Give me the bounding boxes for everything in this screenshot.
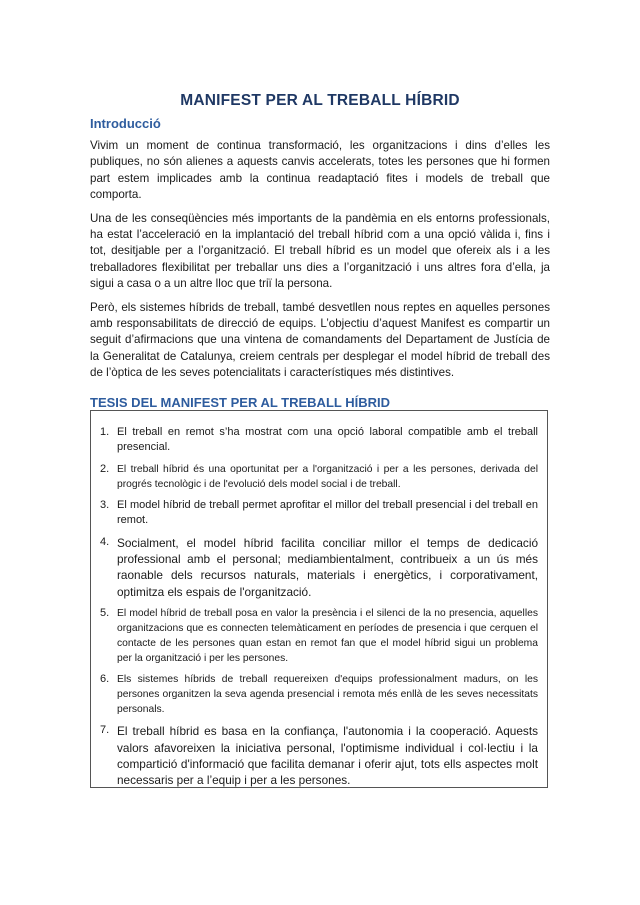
tesis-item [100, 672, 538, 717]
tesis-item [100, 425, 538, 456]
tesis-item [100, 606, 538, 666]
tesis-item [100, 498, 538, 529]
intro-heading: Introducció [90, 116, 161, 131]
tesis-item [100, 723, 538, 789]
tesis-number: 1. [100, 426, 110, 438]
tesis-text: Socialment, el model híbrid facilita conciliar millor el temps de dedicació professional amb el personal; mediambientalment, contribueix a un ús més raonable dels recursos naturals, materials i energètics, i corporativament, optimitza els espais de l'organització. [117, 535, 538, 599]
intro-paragraph: Una de les conseqüències més importants de la pandèmia en els entorns professionals, ha estat l’acceleració en la implantació del treball híbrid com a una opció vàlida i, fins i tot, desitjable per a l’organització. El treball híbrid es un model que ofereix als i a les treballadores flexibilitat per treballar uns dies a l’organització i uns altres fora d’ella, ja sigui a casa o a un altre lloc que triï la persona. [90, 211, 550, 291]
tesis-text: El treball híbrid és una oportunitat per a l'organització i per a les persones, derivada del progrés tecnològic i de l'evolució dels model social i de treball. [117, 463, 538, 490]
tesis-item [100, 462, 538, 492]
tesis-number: 6. [100, 673, 110, 686]
tesis-text: El treball en remot s’ha mostrat com una opció laboral compatible amb el treball presencial. [117, 426, 538, 454]
tesis-item [100, 535, 538, 601]
tesis-text: El model híbrid de treball permet aprofitar el millor del treball presencial i del treball en remot. [117, 498, 538, 527]
tesis-heading: TESIS DEL MANIFEST PER AL TREBALL HÍBRID [90, 395, 390, 410]
tesis-text: El treball híbrid es basa en la confiança, l'autonomia i la cooperació. Aquests valors afavoreixen la iniciativa personal, l'optimisme individual i col·lectiu i la compartició d'informació que facilita demanar i oferir ajut, tots ells aspectes molt necessaris per a l’equip i per a les persones. [117, 724, 538, 788]
intro-paragraph: Vivim un moment de continua transformació, les organitzacions i dins d’elles les publiques, no són alienes a aquests canvis accelerats, totes les persones que hi formen part estem implicades amb la continua readaptació fites i models de treball que comporta. [90, 139, 550, 202]
intro-paragraph: Però, els sistemes híbrids de treball, també desvetllen nous reptes en aquelles persones amb responsabilitats de direcció de equips. L’objectiu d’aquest Manifest es compartir un seguit d’afirmacions que una vintena de comandaments del Departament de Justícia de la Generalitat de Catalunya, creiem centrals per desplegar el model híbrid de treball des de l’òptica de les seves potencialitats i característiques més distintives. [90, 300, 550, 380]
tesis-text: El model híbrid de treball posa en valor la presència i el silenci de la no presencia, aquelles organitzacions que es connecten telemàticament en períodes de presencia i que cerquen el contacte de les persones quan estan en remot fan que el model híbrid sigui un problema per la organització i per les persones. [117, 608, 538, 665]
tesis-number: 4. [100, 535, 110, 548]
tesis-number: 3. [100, 498, 110, 511]
tesis-number: 2. [100, 462, 110, 475]
tesis-number: 7. [100, 724, 110, 737]
tesis-box [90, 410, 548, 788]
intro-section [90, 138, 550, 389]
tesis-text: Els sistemes híbrids de treball requereixen d'equips professionalment madurs, on les persones organitzen la seva agenda presencial i remota més enllà de les seves necessitats personals. [117, 674, 538, 716]
page-title: MANIFEST PER AL TREBALL HÍBRID [180, 92, 460, 109]
tesis-list [91, 411, 547, 789]
tesis-number: 5. [100, 607, 110, 620]
